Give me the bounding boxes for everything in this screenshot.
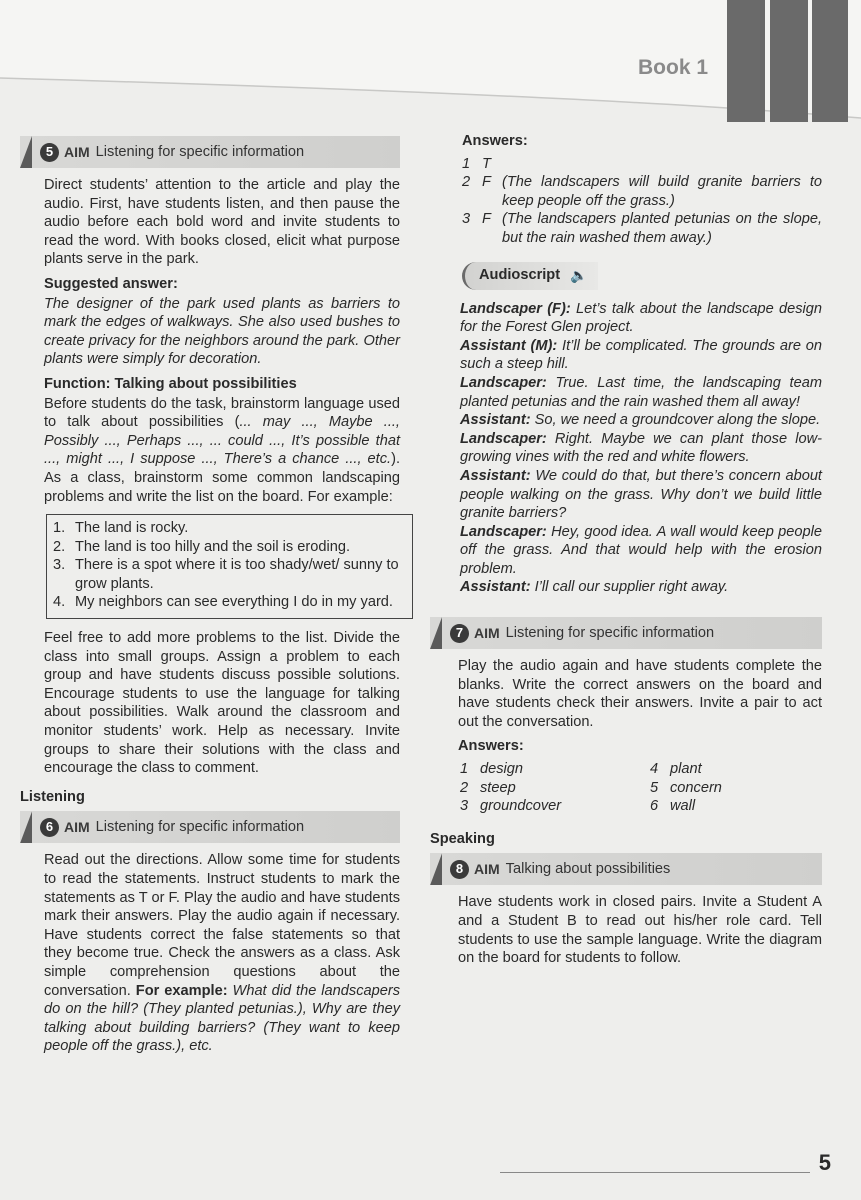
aim-bar-8	[430, 853, 822, 885]
function-text-a: Before students do the task, brainstorm language used to talk about possibilities (	[44, 395, 400, 431]
answer-item	[460, 797, 650, 816]
answer-item	[650, 760, 800, 779]
aim-wedge-icon	[20, 811, 32, 843]
aim-title: Listening for specific information	[505, 624, 715, 641]
answer-number: 5	[650, 779, 659, 796]
audioscript-text: Audioscript	[479, 267, 561, 284]
answer-number: 3	[460, 798, 469, 815]
speaker: Assistant:	[460, 579, 531, 596]
answer-item	[460, 779, 650, 798]
script-line	[430, 578, 822, 597]
speaker-icon: 🔈	[570, 267, 588, 284]
line-text: It’ll be complicated. The grounds are on such a steep hill.	[460, 337, 823, 373]
list-item	[53, 556, 408, 593]
footer-rule	[500, 1172, 810, 1173]
script-line	[430, 300, 822, 337]
answer-text: steep	[480, 779, 516, 796]
s6-text: Read out the directions. Allow some time for students to read the statements. Instruct students to mark the statements as T or F. Play the audio and have students mark their answers. Play the audio again if necessary. Have students correct the false statements so that they become true. Check the answers as a class. Ask simple comprehension questions about the conversation.	[44, 852, 400, 999]
s6-body	[20, 851, 400, 1056]
answer-text: plant	[670, 761, 702, 778]
s5-intro: Direct students’ attention to the article and play the audio. First, have students listen, and then pause the audio before each bold word and invite students to read the word. With books closed, elicit what purpose plants serve in the park.	[44, 177, 400, 268]
answer-item	[430, 173, 822, 210]
thumb-tab-3	[812, 0, 848, 122]
aim-number-badge: 8	[450, 860, 469, 879]
script-line	[430, 523, 822, 579]
line-text: Right. Maybe we can plant those low-growing vines with the red and white flowers.	[460, 430, 822, 466]
s5-after: Feel free to add more problems to the list. Divide the class into small groups. Assign a problem to each group and have students discuss possible solutions. Encourage students to use the language for talking about possibilities. Walk around the classroom and monitor students’ work. Help as necessary. Invite groups to share their solutions with the class and encourage the class to comment.	[44, 630, 400, 777]
answer-number: 2	[462, 174, 471, 191]
listening-heading: Listening	[20, 788, 85, 805]
answer-item	[430, 155, 822, 174]
function-paragraph	[20, 395, 400, 507]
aim-bar-5	[20, 136, 400, 168]
aim-wedge-icon	[430, 617, 442, 649]
line-text: So, we need a groundcover along the slope.	[530, 412, 821, 429]
example-label: For example:	[135, 982, 228, 999]
answer-item	[430, 210, 822, 247]
list-item	[53, 538, 408, 557]
s7-answers-heading: Answers:	[458, 738, 524, 755]
speaker: Landscaper:	[460, 523, 547, 540]
speaker: Landscaper (F):	[460, 300, 571, 317]
line-text: We could do that, but there’s concern about people walking on the grass. Why don’t we build little granite barriers?	[460, 467, 822, 522]
aim-wedge-icon	[430, 853, 442, 885]
aim-bar-6	[20, 811, 400, 843]
example-text: What did the landscapers do on the hill? (They planted petunias.), Why are they talking about building barriers? (They want to keep people off the grass.), etc.	[44, 982, 400, 1055]
thumb-tab-1	[727, 0, 765, 122]
list-number: 4.	[53, 594, 66, 611]
speaking-heading: Speaking	[430, 830, 495, 847]
example-box	[46, 514, 413, 619]
answer-text: concern	[670, 779, 722, 796]
answer-text: groundcover	[480, 798, 562, 815]
script-line	[430, 337, 822, 374]
line-text: I’ll call our supplier right away.	[530, 579, 729, 596]
answer-letter: F	[482, 174, 491, 191]
list-number: 2.	[53, 538, 66, 555]
answer-text: (The landscapers planted petunias on the slope, but the rain washed them away.)	[502, 211, 822, 246]
function-heading: Function: Talking about possibilities	[44, 375, 297, 392]
answer-item	[650, 779, 800, 798]
answer-item	[650, 797, 800, 816]
script-line	[430, 467, 822, 523]
script-line	[430, 411, 822, 430]
s8-body: Have students work in closed pairs. Invite a Student A and a Student B to read out his/her role card. Tell students to use the sample language. Write the diagram on the board for students to follow.	[458, 894, 822, 967]
speaker: Assistant:	[460, 412, 531, 429]
speaker: Assistant (M):	[460, 337, 558, 354]
aim-bar-7	[430, 617, 822, 649]
suggested-heading: Suggested answer:	[44, 275, 178, 292]
book-label: Book 1	[638, 56, 709, 79]
line-text: Let’s talk about the landscape design for the Forest Glen project.	[460, 300, 823, 336]
answer-text: (The landscapers will build granite barriers to keep people off the grass.)	[502, 174, 822, 209]
answer-number: 1	[460, 761, 469, 778]
answer-item	[460, 760, 650, 779]
answer-number: 2	[460, 779, 469, 796]
speaker: Landscaper:	[460, 374, 547, 391]
list-item	[53, 519, 408, 538]
answer-number: 4	[650, 761, 659, 778]
aim-number-badge: 6	[40, 818, 59, 837]
s7-body: Play the audio again and have students complete the blanks. Write the correct answers on the board and have students check their answers. Invite a pair to act out the conversation.	[458, 658, 822, 730]
suggested-answer: The designer of the park used plants as barriers to mark the edges of walkways. She also used bushes to create privacy for the neighbors around the park. Other plants were simply for decoration.	[44, 295, 400, 368]
answer-letter: T	[482, 155, 491, 172]
aim-word: AIM	[474, 624, 500, 641]
speaker: Landscaper:	[460, 430, 547, 447]
thumb-tab-2	[770, 0, 808, 122]
left-column	[20, 136, 400, 1062]
line-text: True. Last time, the landscaping team planted petunias and the rain washed them all away!	[460, 374, 822, 410]
line-text: Hey, good idea. A wall would keep people off the grass. And that would help with the erosion problem.	[460, 523, 822, 577]
aim-wedge-icon	[20, 136, 32, 168]
function-text-b: ). As a class, brainstorm some common landscaping problems and write the list on the board. For example:	[44, 451, 400, 505]
audioscript	[430, 300, 822, 598]
aim-title: Listening for specific information	[95, 143, 305, 160]
aim-title: Talking about possibilities	[505, 861, 671, 878]
audioscript-label	[462, 262, 598, 290]
answer-text: design	[480, 761, 524, 778]
aim-word: AIM	[474, 861, 500, 878]
aim-number-badge: 5	[40, 143, 59, 162]
s7-answers	[430, 760, 822, 816]
list-text: The land is too hilly and the soil is eroding.	[75, 538, 351, 555]
speaker: Assistant:	[460, 467, 531, 484]
aim-number-badge: 7	[450, 624, 469, 643]
answer-number: 6	[650, 798, 659, 815]
list-text: My neighbors can see everything I do in my yard.	[75, 594, 393, 611]
page-number: 5	[818, 1150, 831, 1175]
right-column	[430, 132, 822, 974]
aim-title: Listening for specific information	[95, 819, 305, 836]
answer-text: wall	[670, 798, 696, 815]
list-text: The land is rocky.	[75, 520, 189, 537]
answer-text	[502, 155, 822, 174]
answers-heading: Answers:	[462, 133, 528, 149]
answer-number: 1	[462, 155, 471, 172]
script-line	[430, 430, 822, 467]
function-text-italic: ... may ..., Maybe ..., Possibly ..., Perhaps ..., ... could ..., It’s possible that ..., might ..., I suppose ..., There’s a chance ..., etc.	[44, 414, 400, 468]
script-line	[430, 374, 822, 411]
aim-word: AIM	[64, 143, 90, 160]
list-item	[53, 593, 408, 612]
answer-number: 3	[462, 211, 471, 228]
list-text: There is a spot where it is too shady/wet/ sunny to grow plants.	[75, 557, 399, 592]
aim-word: AIM	[64, 819, 90, 836]
list-number: 1.	[53, 520, 66, 537]
list-number: 3.	[53, 557, 66, 574]
answer-letter: F	[482, 211, 491, 228]
